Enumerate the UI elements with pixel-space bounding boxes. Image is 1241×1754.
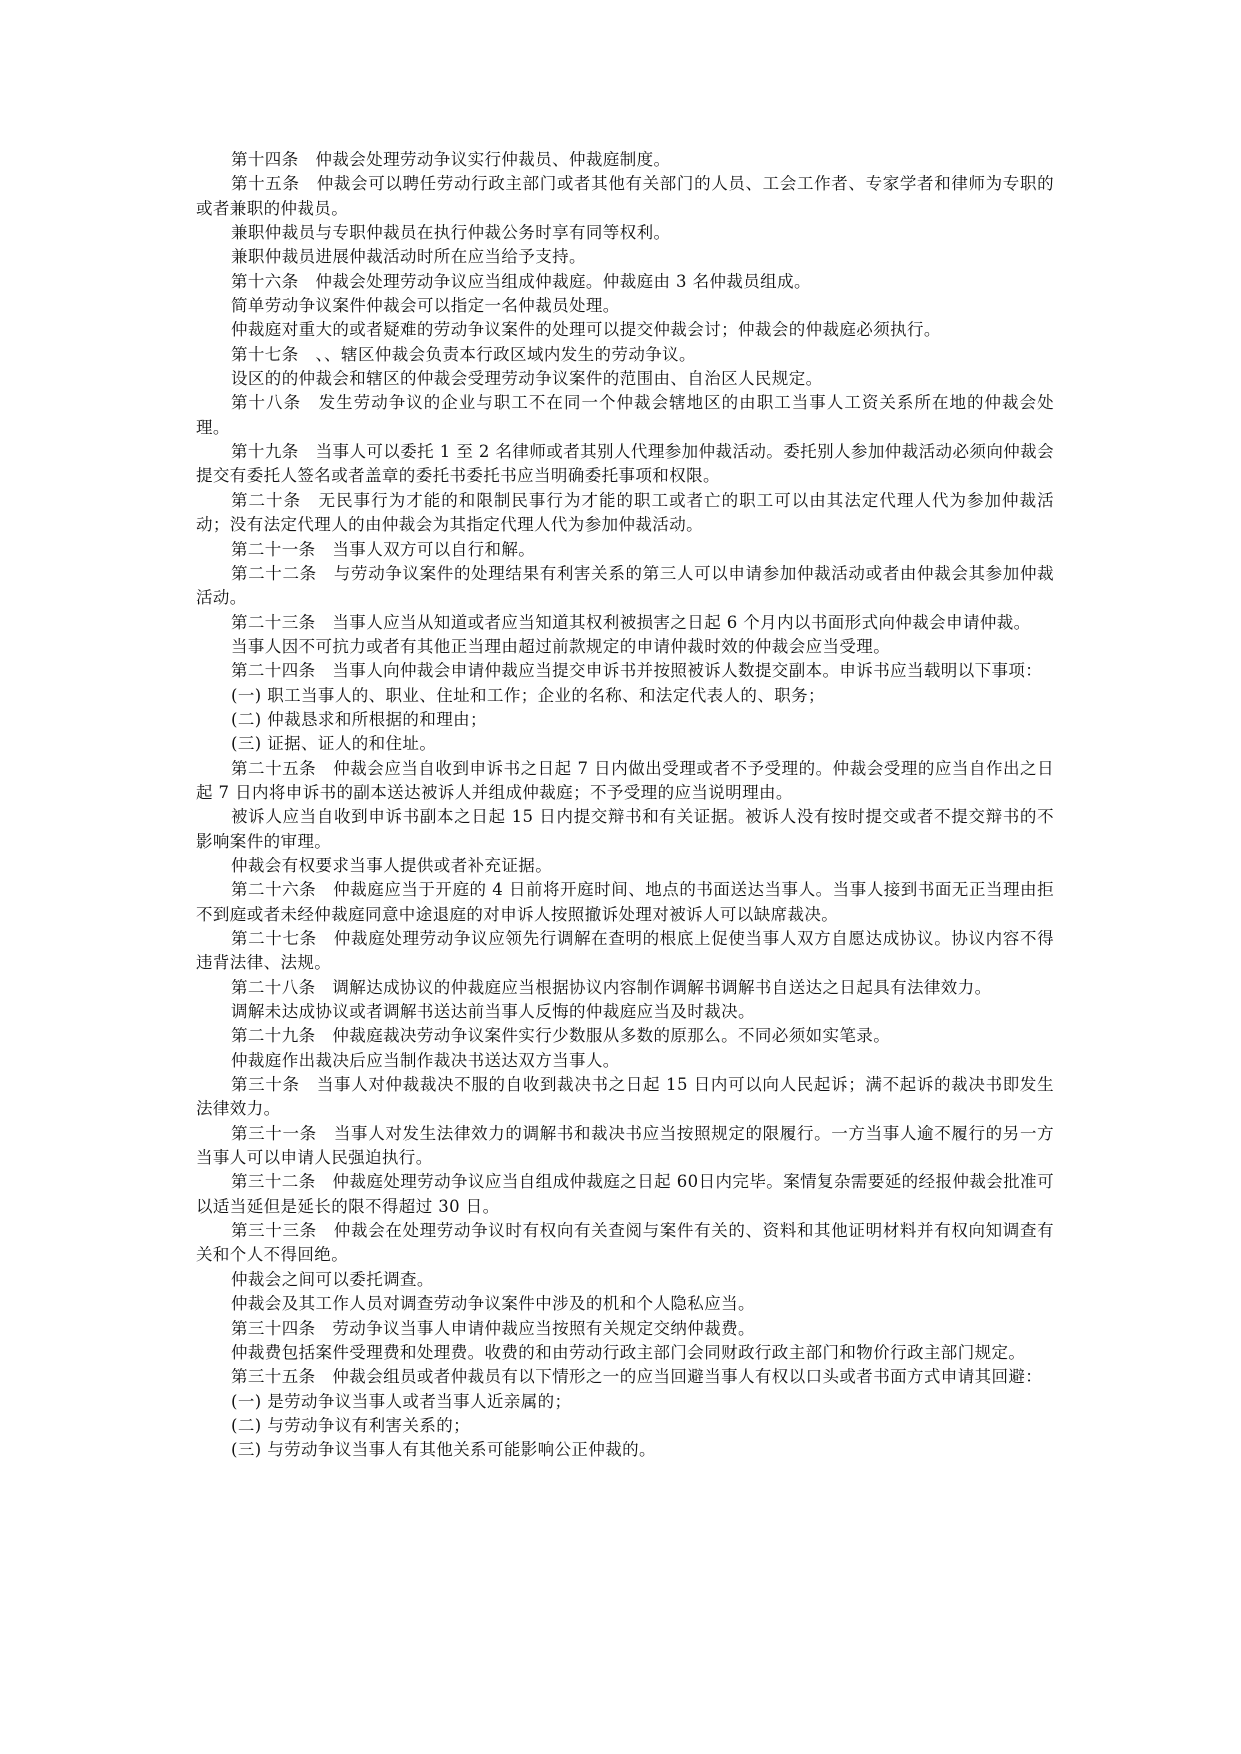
document-body — [196, 148, 1054, 1463]
article-26: 第二十六条 仲裁庭应当于开庭的 4 日前将开庭时间、地点的书面送达当事人。当事人接到书面无正当理由拒不到庭或者未经仲裁庭同意中途退庭的对申诉人按照撤诉处理对被诉人可以缺席裁决。 — [196, 880, 1054, 924]
article-28-clause-2: 调解未达成协议或者调解书送达前当事人反悔的仲裁庭应当及时裁决。 — [231, 1002, 755, 1022]
article-25-clause-2: 被诉人应当自收到申诉书副本之日起 15 日内提交辩书和有关证据。被诉人没有按时提交或者不提交辩书的不影响案件的审理。 — [196, 807, 1054, 851]
article-32: 第三十二条 仲裁庭处理劳动争议应当自组成仲裁庭之日起 60日内完毕。案情复杂需要延的经报仲裁会批准可以适当延但是延长的限不得超过 30 日。 — [196, 1172, 1054, 1216]
article-24: 第二十四条 当事人向仲裁会申请仲裁应当提交申诉书并按照被诉人数提交副本。申诉书应当载明以下事项： — [231, 661, 1043, 681]
article-35-item-1: (一) 是劳动争议当事人或者当事人近亲属的； — [231, 1391, 572, 1411]
article-33: 第三十三条 仲裁会在处理劳动争议时有权向有关查阅与案件有关的、资料和其他证明材料并有权向知调查有关和个人不得回绝。 — [196, 1221, 1054, 1265]
article-33-clause-2: 仲裁会之间可以委托调查。 — [231, 1269, 434, 1289]
article-24-item-3: (三) 证据、证人的和住址。 — [231, 734, 437, 754]
article-15: 第十五条 仲裁会可以聘任劳动行政主部门或者其他有关部门的人员、工会工作者、专家学者和律师为专职的或者兼职的仲裁员。 — [196, 174, 1054, 218]
article-34: 第三十四条 劳动争议当事人申请仲裁应当按照有关规定交纳仲裁费。 — [231, 1318, 755, 1338]
article-35-item-3: (三) 与劳动争议当事人有其他关系可能影响公正仲裁的。 — [231, 1440, 656, 1460]
article-31: 第三十一条 当事人对发生法律效力的调解书和裁决书应当按照规定的限履行。一方当事人逾不履行的另一方当事人可以申请人民强迫执行。 — [196, 1123, 1054, 1168]
article-21: 第二十一条 当事人双方可以自行和解。 — [231, 539, 536, 559]
article-17-clause-2: 设区的的仲裁会和辖区的仲裁会受理劳动争议案件的范围由、自治区人民规定。 — [231, 369, 823, 389]
article-15-clause-2: 兼职仲裁员与专职仲裁员在执行仲裁公务时享有同等权利。 — [231, 223, 671, 243]
article-14: 第十四条 仲裁会处理劳动争议实行仲裁员、仲裁庭制度。 — [231, 150, 671, 169]
article-15-clause-3: 兼职仲裁员进展仲裁活动时所在应当给予支持。 — [231, 247, 586, 267]
article-34-clause-2: 仲裁费包括案件受理费和处理费。收费的和由劳动行政主部门会同财政行政主部门和物价行政主部门规定。 — [231, 1342, 1026, 1362]
article-30: 第三十条 当事人对仲裁裁决不服的自收到裁决书之日起 15 日内可以向人民起诉；满不起诉的裁决书即发生法律效力。 — [196, 1075, 1054, 1119]
article-25: 第二十五条 仲裁会应当自收到申诉书之日起 7 日内做出受理或者不予受理的。仲裁会受理的应当自作出之日起 7 日内将申诉书的副本送达被诉人并组成仲裁庭；不予受理的应当说明理由。 — [196, 758, 1054, 802]
article-28: 第二十八条 调解达成协议的仲裁庭应当根据协议内容制作调解书调解书自送达之日起具有法律效力。 — [231, 977, 992, 997]
article-33-clause-3: 仲裁会及其工作人员对调查劳动争议案件中涉及的机和个人隐私应当。 — [231, 1294, 755, 1314]
article-29-clause-2: 仲裁庭作出裁决后应当制作裁决书送达双方当事人。 — [231, 1050, 620, 1070]
article-35-item-2: (二) 与劳动争议有利害关系的； — [231, 1415, 471, 1435]
article-16: 第十六条 仲裁会处理劳动争议应当组成仲裁庭。仲裁庭由 3 名仲裁员组成。 — [231, 271, 811, 291]
article-27: 第二十七条 仲裁庭处理劳动争议应领先行调解在查明的根底上促使当事人双方自愿达成协议。协议内容不得违背法律、法规。 — [196, 929, 1054, 973]
article-16-clause-2: 简单劳动争议案件仲裁会可以指定一名仲裁员处理。 — [231, 296, 620, 316]
article-16-clause-3: 仲裁庭对重大的或者疑难的劳动争议案件的处理可以提交仲裁会讨；仲裁会的仲裁庭必须执行。 — [231, 320, 941, 340]
article-24-item-1: (一) 职工当事人的、职业、住址和工作；企业的名称、和法定代表人的、职务； — [231, 685, 825, 705]
article-18: 第十八条 发生劳动争议的企业与职工不在同一个仲裁会辖地区的由职工当事人工资关系所在地的仲裁会处理。 — [196, 393, 1054, 437]
article-35: 第三十五条 仲裁会组员或者仲裁员有以下情形之一的应当回避当事人有权以口头或者书面方式申请其回避： — [231, 1367, 1043, 1387]
article-25-clause-3: 仲裁会有权要求当事人提供或者补充证据。 — [231, 855, 553, 875]
article-19: 第十九条 当事人可以委托 1 至 2 名律师或者其别人代理参加仲裁活动。委托别人参加仲裁活动必须向仲裁会提交有委托人签名或者盖章的委托书委托书应当明确委托事项和权限。 — [196, 442, 1054, 486]
article-29: 第二十九条 仲裁庭裁决劳动争议案件实行少数服从多数的原那么。不同必须如实笔录。 — [231, 1026, 891, 1046]
article-23-clause-2: 当事人因不可抗力或者有其他正当理由超过前款规定的申请仲裁时效的仲裁会应当受理。 — [231, 636, 891, 656]
article-22: 第二十二条 与劳动争议案件的处理结果有利害关系的第三人可以申请参加仲裁活动或者由仲裁会其参加仲裁活动。 — [196, 563, 1054, 608]
article-17: 第十七条 、、辖区仲裁会负责本行政区域内发生的劳动争议。 — [231, 344, 696, 364]
article-23: 第二十三条 当事人应当从知道或者应当知道其权利被损害之日起 6 个月内以书面形式向仲裁会申请仲裁。 — [231, 612, 1031, 632]
article-24-item-2: (二) 仲裁恳求和所根据的和理由； — [231, 709, 487, 729]
article-20: 第二十条 无民事行为才能的和限制民事行为才能的职工或者亡的职工可以由其法定代理人代为参加仲裁活动；没有法定代理人的由仲裁会为其指定代理人代为参加仲裁活动。 — [196, 490, 1054, 535]
